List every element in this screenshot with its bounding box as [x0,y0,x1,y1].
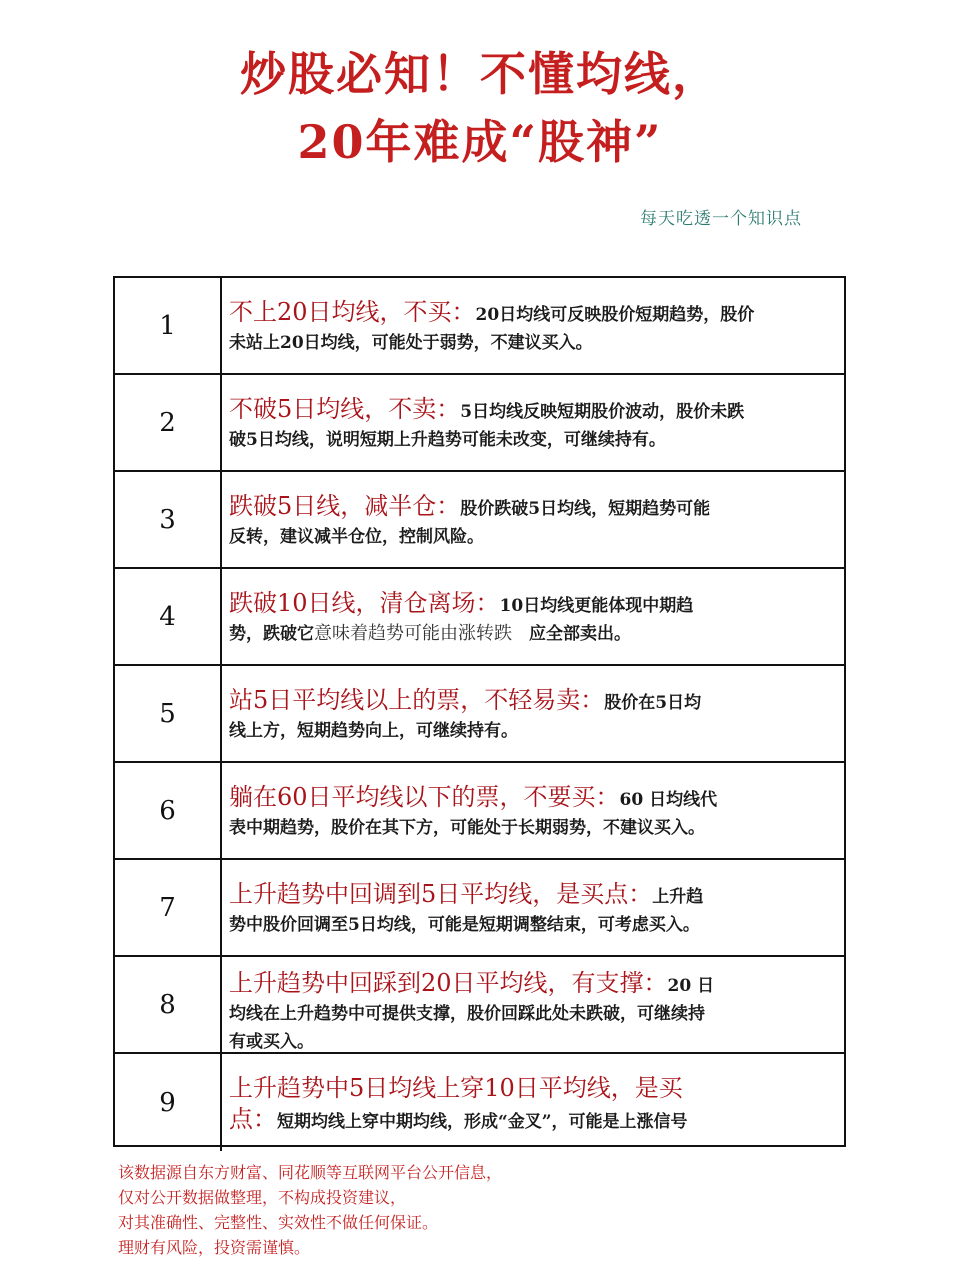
table-row [115,569,844,666]
table-row [115,278,844,375]
rule-heading: 上升趋势中5日均线上穿10日平均线，是买 [229,1074,683,1102]
row-content [227,1054,839,1151]
row-number: 3 [115,472,222,567]
rule-text: 未站上20日均线，可能处于弱势，不建议买入。 [229,333,593,353]
row-content [227,375,839,470]
rule-text: 反转，建议减半仓位，控制风险。 [229,527,484,547]
rule-text: 线上方，短期趋势向上，可继续持有。 [229,721,518,741]
row-content [227,666,839,761]
rule-text: 10日均线更能体现中期趋 [499,596,694,616]
row-number: 1 [115,278,222,373]
disclaimer-line: 理财有风险，投资需谨慎。 [118,1238,311,1257]
row-content [227,763,839,858]
rule-text: 60 日均线代 [619,790,718,810]
rule-text: 有或买入。 [229,1032,314,1052]
row-content [227,569,839,664]
rule-text: 破5日均线，说明短期上升趋势可能未改变，可继续持有。 [229,430,666,450]
page-title-line-2: 20年难成“股神” [297,115,663,169]
rules-table [113,276,846,1147]
overlay-text: 意味着趋势可能由涨转跌 [314,623,512,644]
row-content [227,472,839,567]
rule-heading: 跌破10日线，清仓离场： [229,589,500,617]
row-number: 7 [115,860,222,955]
row-content [227,860,839,955]
row-content [227,278,839,373]
table-row [115,666,844,763]
disclaimer [118,1160,502,1260]
rule-text: 应全部卖出。 [529,624,631,644]
disclaimer-line: 仅对公开数据做整理，不构成投资建议， [118,1188,407,1207]
rule-heading: 跌破5日线，减半仓： [229,492,461,520]
disclaimer-line: 对其准确性、完整性、实效性不做任何保证。 [118,1213,439,1232]
row-number: 2 [115,375,222,470]
row-number: 5 [115,666,222,761]
subtitle: 每天吃透一个知识点 [640,209,802,229]
table-row [115,957,844,1054]
rule-text: 股价在5日均 [604,693,702,713]
table-row [115,763,844,860]
disclaimer-line: 该数据源自东方财富、同花顺等互联网平台公开信息， [118,1163,503,1182]
rule-text: 势，跌破它 [229,624,314,644]
table-row [115,375,844,472]
rule-heading: 站5日平均线以上的票，不轻易卖： [229,686,605,714]
rule-text: 5日均线反映短期股价波动，股价未跌 [460,402,745,422]
row-number: 8 [115,957,222,1052]
rule-heading: 上升趋势中回踩到20日平均线，有支撑： [229,969,668,997]
rule-text: 上升趋 [652,887,704,907]
rule-heading: 不上20日均线，不买： [229,298,476,326]
rule-heading: 点： [229,1105,277,1133]
row-number: 9 [115,1054,222,1151]
rule-heading: 不破5日均线，不卖： [229,395,461,423]
table-row [115,472,844,569]
rule-heading: 上升趋势中回调到5日平均线，是买点： [229,880,653,908]
row-number: 4 [115,569,222,664]
page-title-line-1: 炒股必知！不懂均线， [240,47,720,101]
rule-text: 均线在上升趋势中可提供支撑，股价回踩此处未跌破，可继续持 [229,1004,705,1024]
rule-text: 20 日 [667,976,715,996]
rule-text: 短期均线上穿中期均线，形成“金叉”，可能是上涨信号 [277,1112,688,1132]
row-number: 6 [115,763,222,858]
rule-text: 表中期趋势，股价在其下方，可能处于长期弱势，不建议买入。 [229,818,705,838]
rule-text: 20日均线可反映股价短期趋势，股价 [475,305,755,325]
rule-text: 势中股价回调至5日均线，可能是短期调整结束，可考虑买入。 [229,915,700,935]
rule-text: 股价跌破5日均线，短期趋势可能 [460,499,711,519]
row-content [227,957,839,1052]
table-row [115,860,844,957]
table-row [115,1054,844,1151]
rule-heading: 躺在60日平均线以下的票，不要买： [229,783,620,811]
